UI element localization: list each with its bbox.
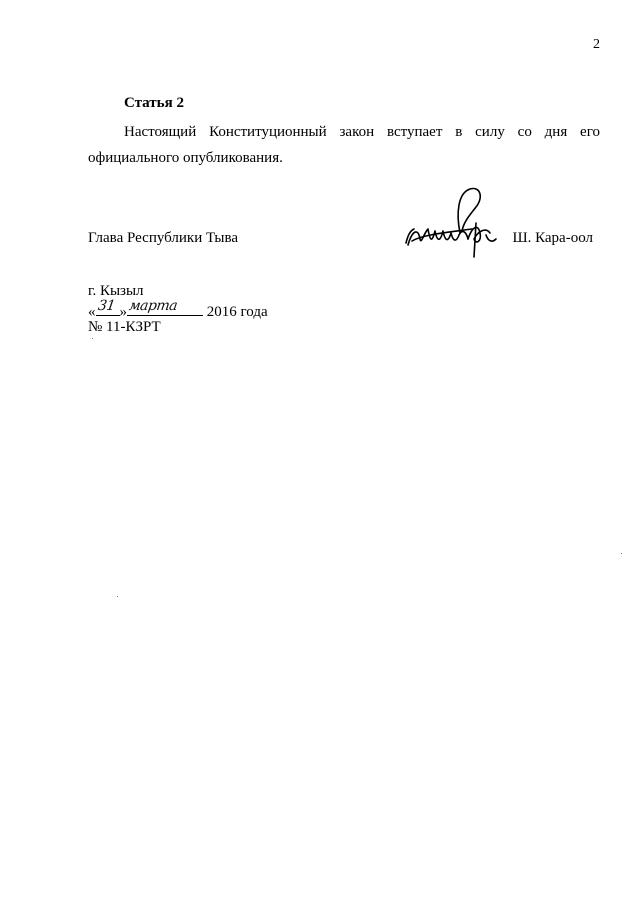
city-line: г. Кызыл <box>88 283 144 299</box>
signatory-position: Глава Республики Тыва <box>88 230 239 246</box>
scan-speck <box>92 338 93 339</box>
date-line <box>88 298 268 321</box>
date-year: 2016 года <box>206 304 268 320</box>
page-number: 2 <box>593 37 600 52</box>
date-day-handwritten: 31 <box>96 298 116 314</box>
date-day-blank <box>96 298 120 316</box>
date-close-quote: » <box>119 304 127 320</box>
date-month-handwritten: марта <box>127 298 179 314</box>
article-text: Настоящий Конституционный закон вступает в силу со дня его официального опубликования. <box>88 124 600 166</box>
date-month-blank <box>127 298 203 316</box>
document-number: № 11-КЗРТ <box>88 319 161 335</box>
signatory-name: Ш. Кара-оол <box>512 230 593 246</box>
date-open-quote: « <box>88 304 96 320</box>
article-title: Статья 2 <box>124 95 184 111</box>
scan-speck <box>117 596 118 597</box>
handwritten-signature <box>402 183 502 263</box>
scan-speck <box>621 553 622 554</box>
